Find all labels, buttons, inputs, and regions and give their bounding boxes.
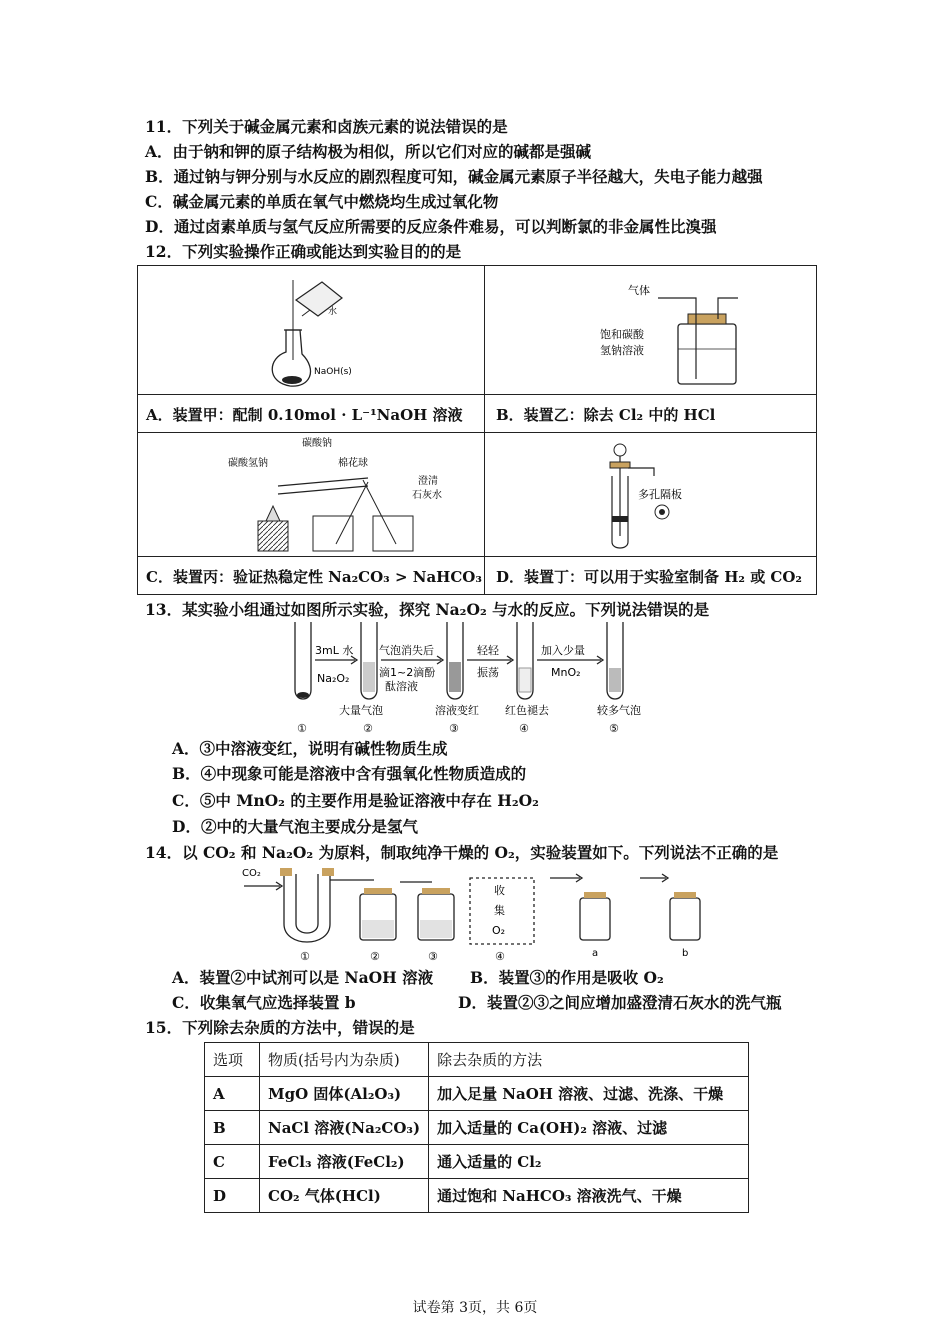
q14-option-a: A．装置②中试剂可以是 NaOH 溶液 — [172, 968, 434, 987]
q13-option-d: D．②中的大量气泡主要成分是氢气 — [172, 817, 418, 836]
q13-option-a: A．③中溶液变红，说明有碱性物质生成 — [172, 739, 448, 758]
table-cell: C — [205, 1145, 260, 1179]
svg-text:轻轻: 轻轻 — [477, 644, 499, 657]
svg-text:②: ② — [370, 950, 380, 963]
svg-text:②: ② — [363, 722, 373, 735]
svg-text:加入少量: 加入少量 — [541, 644, 585, 657]
label-naoh-solid: NaOH(s) — [314, 367, 352, 377]
gas-generator-figure — [598, 436, 748, 554]
table-cell: MgO 固体(Al₂O₃) — [260, 1077, 429, 1111]
q14-option-c: C．收集氧气应选择装置 b — [172, 993, 356, 1012]
table-row — [205, 1111, 749, 1145]
table-cell: 加入足量 NaOH 溶液、过滤、洗涤、干燥 — [429, 1077, 749, 1111]
svg-text:滴1~2滴酚: 滴1~2滴酚 — [379, 666, 436, 679]
label-water: 水 — [328, 307, 338, 317]
svg-text:③: ③ — [428, 950, 438, 963]
table-row — [205, 1077, 749, 1111]
thermal-stability-figure — [218, 436, 458, 554]
svg-text:④: ④ — [495, 950, 505, 963]
flask-apparatus-figure — [258, 270, 388, 390]
page-footer: 试卷第 3页，共 6页 — [412, 1300, 538, 1316]
q11-option-a: A．由于钠和钾的原子结构极为相似，所以它们对应的碱都是强碱 — [145, 142, 592, 161]
q13-option-b: B．④中现象可能是溶液中含有强氧化性物质造成的 — [172, 764, 527, 783]
q11-option-d: D．通过卤素单质与氢气反应所需要的反应条件难易，可以判断氯的非金属性比溴强 — [145, 217, 717, 236]
q12-caption-d: D．装置丁：可以用于实验室制备 H₂ 或 CO₂ — [496, 568, 802, 586]
label-gas: 气体 — [628, 284, 650, 297]
q13-option-c: C．⑤中 MnO₂ 的主要作用是验证溶液中存在 H₂O₂ — [172, 791, 539, 810]
svg-text:Na₂O₂: Na₂O₂ — [317, 672, 350, 685]
q13-figure — [285, 620, 665, 738]
q14-option-d: D．装置②③之间应增加盛澄清石灰水的洗气瓶 — [458, 993, 782, 1012]
svg-text:溶液变红: 溶液变红 — [435, 704, 479, 717]
q12-caption-c: C．装置丙：验证热稳定性 Na₂CO₃ > NaHCO₃ — [146, 568, 482, 586]
q12-figure-grid — [137, 265, 817, 595]
q12-stem: 12．下列实验操作正确或能达到实验目的的是 — [145, 242, 462, 261]
wash-bottle-figure — [588, 274, 748, 392]
svg-text:集: 集 — [494, 904, 505, 917]
table-row — [205, 1145, 749, 1179]
table-header-row — [205, 1043, 749, 1077]
table-cell: A — [205, 1077, 260, 1111]
svg-text:较多气泡: 较多气泡 — [597, 704, 641, 717]
label-limewater: 石灰水 — [412, 490, 442, 501]
impurity-removal-table — [204, 1042, 749, 1213]
q14-figure — [240, 864, 720, 964]
svg-text:收: 收 — [494, 884, 505, 897]
table-header: 除去杂质的方法 — [429, 1043, 749, 1077]
label-saturated: 饱和碳酸 — [600, 328, 644, 341]
label-cotton-ball: 棉花球 — [338, 458, 368, 469]
q11-option-c: C．碱金属元素的单质在氧气中燃烧均生成过氧化物 — [145, 192, 499, 211]
svg-text:MnO₂: MnO₂ — [551, 666, 581, 679]
svg-text:气泡消失后: 气泡消失后 — [379, 644, 434, 657]
label-sodium-carbonate: 碳酸钠 — [302, 438, 332, 449]
svg-text:CO₂: CO₂ — [242, 868, 261, 879]
label-sodium-hydrogen-carbonate: 碳酸氢钠 — [228, 458, 268, 469]
q12-caption-b: B．装置乙：除去 Cl₂ 中的 HCl — [496, 406, 716, 424]
table-row — [205, 1179, 749, 1213]
svg-text:O₂: O₂ — [492, 924, 506, 937]
q11-stem: 11．下列关于碱金属元素和卤族元素的说法错误的是 — [145, 117, 508, 136]
svg-text:大量气泡: 大量气泡 — [339, 704, 383, 717]
label-clear: 澄清 — [418, 476, 438, 487]
table-cell: FeCl₃ 溶液(FeCl₂) — [260, 1145, 429, 1179]
table-cell: 通入适量的 Cl₂ — [429, 1145, 749, 1179]
q11-option-b: B．通过钠与钾分别与水反应的剧烈程度可知，碱金属元素原子半径越大，失电子能力越强 — [145, 167, 763, 186]
svg-text:⑤: ⑤ — [609, 722, 619, 735]
table-cell: B — [205, 1111, 260, 1145]
svg-text:3mL 水: 3mL 水 — [315, 644, 354, 657]
svg-text:酞溶液: 酞溶液 — [385, 680, 418, 693]
svg-text:①: ① — [297, 722, 307, 735]
svg-text:③: ③ — [449, 722, 459, 735]
svg-text:振荡: 振荡 — [477, 666, 499, 679]
q15-stem: 15．下列除去杂质的方法中，错误的是 — [145, 1018, 415, 1037]
svg-text:b: b — [682, 948, 689, 959]
table-cell: 加入适量的 Ca(OH)₂ 溶液、过滤 — [429, 1111, 749, 1145]
table-cell: CO₂ 气体(HCl) — [260, 1179, 429, 1213]
q12-caption-a: A．装置甲：配制 0.10mol · L⁻¹NaOH 溶液 — [146, 406, 463, 424]
label-porous-plate: 多孔隔板 — [638, 488, 682, 501]
q14-stem: 14．以 CO₂ 和 Na₂O₂ 为原料，制取纯净干燥的 O₂，实验装置如下。下列说法不正确的是 — [145, 843, 779, 862]
table-cell: 通过饱和 NaHCO₃ 溶液洗气、干燥 — [429, 1179, 749, 1213]
q13-stem: 13．某实验小组通过如图所示实验，探究 Na₂O₂ 与水的反应。下列说法错误的是 — [145, 600, 710, 619]
table-header: 选项 — [205, 1043, 260, 1077]
table-cell: NaCl 溶液(Na₂CO₃) — [260, 1111, 429, 1145]
table-cell: D — [205, 1179, 260, 1213]
svg-text:④: ④ — [519, 722, 529, 735]
svg-text:①: ① — [300, 950, 310, 963]
svg-text:红色褪去: 红色褪去 — [505, 704, 549, 717]
q14-option-b: B．装置③的作用是吸收 O₂ — [470, 968, 664, 987]
label-sodium-bicarbonate: 氢钠溶液 — [600, 344, 644, 357]
svg-text:a: a — [592, 948, 599, 959]
table-header: 物质(括号内为杂质) — [260, 1043, 429, 1077]
